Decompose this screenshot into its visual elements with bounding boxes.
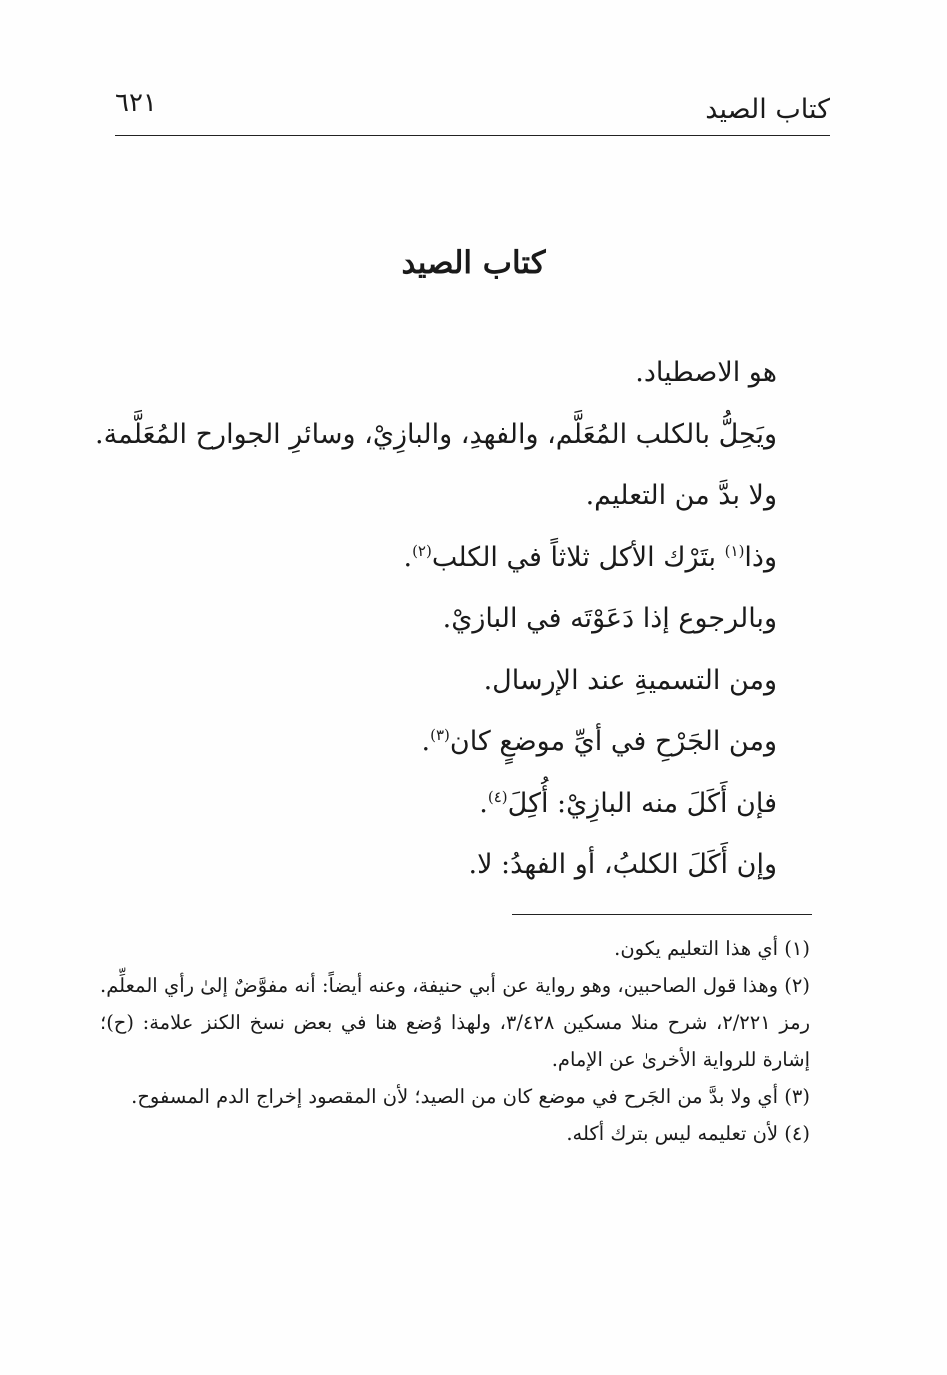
text-fragment: . xyxy=(421,726,431,757)
running-title: كتاب الصيد xyxy=(705,94,830,125)
header-rule xyxy=(115,135,830,136)
text-fragment: وذا xyxy=(744,541,777,573)
text-line-1: هو الاصطياد. xyxy=(635,357,777,388)
text-fragment: بتَرْك الأكل ثلاثاً في الكلب xyxy=(431,541,725,573)
footnote-1: (١) أي هذا التعليم يكون. xyxy=(614,937,810,960)
text-line-8 xyxy=(117,779,777,841)
running-header xyxy=(115,82,830,138)
main-text xyxy=(95,348,777,902)
footnote-ref-1[interactable]: (١) xyxy=(724,541,745,560)
footnote-4: (٤) لأن تعليمه ليس بترك أكله. xyxy=(566,1122,810,1145)
footnote-ref-2[interactable]: (٢) xyxy=(412,541,432,560)
text-line-6: ومن التسميةِ عند الإرسال. xyxy=(483,664,777,696)
text-line-3: ولا بدَّ من التعليم. xyxy=(585,480,777,511)
text-line-5: وبالرجوع إذا دَعَوْتَه في البازيْ. xyxy=(442,603,777,634)
text-fragment: . xyxy=(403,541,413,573)
footnote-3: (٣) أي ولا بدَّ من الجَرح في موضع كان من الصيد؛ لأن المقصود إخراج الدم المسفوح. xyxy=(131,1085,810,1108)
text-line-7 xyxy=(117,717,777,779)
footnote-ref-4[interactable]: (٤) xyxy=(487,787,508,806)
footnote-ref-3[interactable]: (٣) xyxy=(430,726,450,744)
footnote-rule xyxy=(512,914,812,915)
page-number: ٦٢١ xyxy=(115,88,157,118)
text-line-9: وإن أَكَلَ الكلبُ، أو الفهدُ: لا. xyxy=(468,849,777,880)
text-line-4 xyxy=(117,533,777,595)
text-line-2: ويَحِلُّ بالكلب المُعَلَّم، والفهدِ، والبازِيْ، وسائرِ الجوارح المُعَلَّمة. xyxy=(95,418,777,450)
chapter-title: كتاب الصيد xyxy=(401,245,546,281)
text-fragment: ومن الجَرْحِ في أيِّ موضعٍ كان xyxy=(449,726,777,757)
text-fragment: فإن أَكَلَ منه البازِيْ: أُكِلَ xyxy=(507,787,777,819)
footnotes xyxy=(100,930,810,1152)
footnote-2: (٢) وهذا قول الصاحبين، وهو رواية عن أبي حنيفة، وعنه أيضاً: أنه مفوَّضٌ إلىٰ رأي المعلِّم. رمز ٢/٢٢١، شرح منلا مسكين ٣/٤٢٨، ولهذا وُضع هنا في بعض نسخ الكنز علامة: (ح)؛ إشارة للرواية الأخرىٰ عن الإمام. xyxy=(100,974,810,1071)
text-fragment: . xyxy=(479,787,488,819)
